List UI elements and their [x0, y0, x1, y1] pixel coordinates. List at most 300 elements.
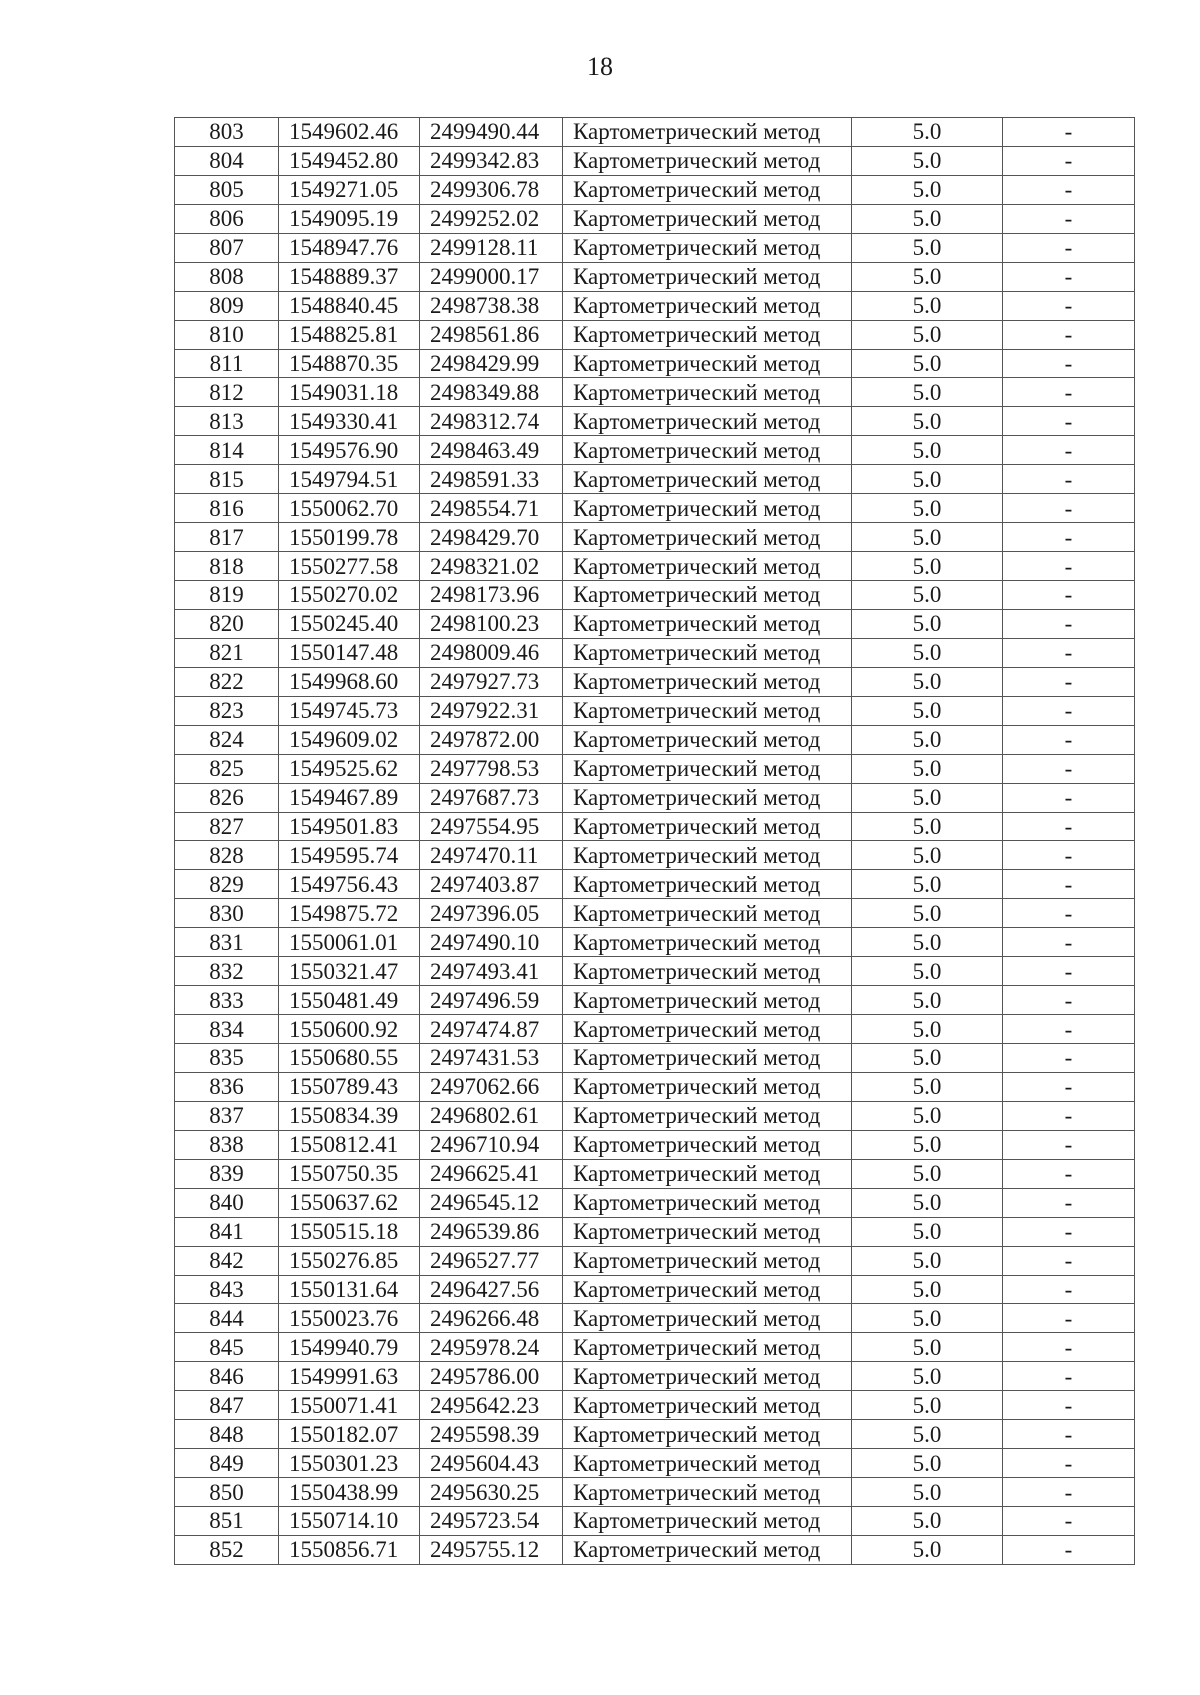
- point-number: 835: [175, 1044, 279, 1073]
- y-coordinate: 2498009.46: [420, 638, 563, 667]
- table-row: [175, 378, 1135, 407]
- note-cell: -: [1003, 783, 1135, 812]
- accuracy-cell: 5.0: [852, 1304, 1003, 1333]
- x-coordinate: 1548825.81: [279, 320, 420, 349]
- y-coordinate: 2499342.83: [420, 146, 563, 175]
- method-cell: Картометрический метод: [563, 928, 852, 957]
- table-row: [175, 638, 1135, 667]
- note-cell: -: [1003, 870, 1135, 899]
- table-row: [175, 754, 1135, 783]
- accuracy-cell: 5.0: [852, 957, 1003, 986]
- point-number: 803: [175, 118, 279, 147]
- y-coordinate: 2498312.74: [420, 407, 563, 436]
- note-cell: -: [1003, 1015, 1135, 1044]
- x-coordinate: 1549095.19: [279, 204, 420, 233]
- table-row: [175, 291, 1135, 320]
- accuracy-cell: 5.0: [852, 1362, 1003, 1391]
- note-cell: -: [1003, 523, 1135, 552]
- accuracy-cell: 5.0: [852, 118, 1003, 147]
- table-row: [175, 465, 1135, 494]
- y-coordinate: 2499252.02: [420, 204, 563, 233]
- note-cell: -: [1003, 696, 1135, 725]
- coordinates-table-body: [175, 118, 1135, 1565]
- table-row: [175, 233, 1135, 262]
- accuracy-cell: 5.0: [852, 812, 1003, 841]
- table-row: [175, 146, 1135, 175]
- note-cell: -: [1003, 1535, 1135, 1564]
- accuracy-cell: 5.0: [852, 204, 1003, 233]
- y-coordinate: 2496802.61: [420, 1101, 563, 1130]
- y-coordinate: 2496710.94: [420, 1130, 563, 1159]
- y-coordinate: 2497470.11: [420, 841, 563, 870]
- method-cell: Картометрический метод: [563, 320, 852, 349]
- x-coordinate: 1550834.39: [279, 1101, 420, 1130]
- y-coordinate: 2498173.96: [420, 581, 563, 610]
- note-cell: -: [1003, 841, 1135, 870]
- accuracy-cell: 5.0: [852, 320, 1003, 349]
- point-number: 809: [175, 291, 279, 320]
- y-coordinate: 2497490.10: [420, 928, 563, 957]
- point-number: 850: [175, 1478, 279, 1507]
- x-coordinate: 1550270.02: [279, 581, 420, 610]
- table-row: [175, 552, 1135, 581]
- accuracy-cell: 5.0: [852, 465, 1003, 494]
- point-number: 820: [175, 609, 279, 638]
- table-row: [175, 262, 1135, 291]
- accuracy-cell: 5.0: [852, 1507, 1003, 1536]
- table-row: [175, 1044, 1135, 1073]
- y-coordinate: 2495723.54: [420, 1507, 563, 1536]
- accuracy-cell: 5.0: [852, 494, 1003, 523]
- x-coordinate: 1549940.79: [279, 1333, 420, 1362]
- accuracy-cell: 5.0: [852, 262, 1003, 291]
- table-row: [175, 320, 1135, 349]
- table-row: [175, 1507, 1135, 1536]
- method-cell: Картометрический метод: [563, 638, 852, 667]
- method-cell: Картометрический метод: [563, 1362, 852, 1391]
- y-coordinate: 2497687.73: [420, 783, 563, 812]
- method-cell: Картометрический метод: [563, 986, 852, 1015]
- note-cell: -: [1003, 1101, 1135, 1130]
- point-number: 816: [175, 494, 279, 523]
- method-cell: Картометрический метод: [563, 118, 852, 147]
- accuracy-cell: 5.0: [852, 407, 1003, 436]
- method-cell: Картометрический метод: [563, 175, 852, 204]
- x-coordinate: 1550438.99: [279, 1478, 420, 1507]
- y-coordinate: 2497431.53: [420, 1044, 563, 1073]
- y-coordinate: 2497872.00: [420, 725, 563, 754]
- accuracy-cell: 5.0: [852, 754, 1003, 783]
- note-cell: -: [1003, 638, 1135, 667]
- x-coordinate: 1550199.78: [279, 523, 420, 552]
- table-row: [175, 783, 1135, 812]
- y-coordinate: 2495604.43: [420, 1449, 563, 1478]
- x-coordinate: 1548840.45: [279, 291, 420, 320]
- page-number: 18: [587, 52, 613, 81]
- method-cell: Картометрический метод: [563, 1015, 852, 1044]
- y-coordinate: 2498591.33: [420, 465, 563, 494]
- method-cell: Картометрический метод: [563, 899, 852, 928]
- x-coordinate: 1550750.35: [279, 1159, 420, 1188]
- method-cell: Картометрический метод: [563, 696, 852, 725]
- y-coordinate: 2497396.05: [420, 899, 563, 928]
- accuracy-cell: 5.0: [852, 1044, 1003, 1073]
- x-coordinate: 1550812.41: [279, 1130, 420, 1159]
- accuracy-cell: 5.0: [852, 1420, 1003, 1449]
- point-number: 846: [175, 1362, 279, 1391]
- table-row: [175, 1362, 1135, 1391]
- method-cell: Картометрический метод: [563, 465, 852, 494]
- x-coordinate: 1549330.41: [279, 407, 420, 436]
- x-coordinate: 1550061.01: [279, 928, 420, 957]
- accuracy-cell: 5.0: [852, 667, 1003, 696]
- note-cell: -: [1003, 1333, 1135, 1362]
- note-cell: -: [1003, 1246, 1135, 1275]
- point-number: 845: [175, 1333, 279, 1362]
- point-number: 817: [175, 523, 279, 552]
- note-cell: -: [1003, 986, 1135, 1015]
- point-number: 833: [175, 986, 279, 1015]
- table-row: [175, 1304, 1135, 1333]
- note-cell: -: [1003, 1304, 1135, 1333]
- x-coordinate: 1550789.43: [279, 1072, 420, 1101]
- y-coordinate: 2499490.44: [420, 118, 563, 147]
- point-number: 810: [175, 320, 279, 349]
- accuracy-cell: 5.0: [852, 986, 1003, 1015]
- x-coordinate: 1550680.55: [279, 1044, 420, 1073]
- y-coordinate: 2497403.87: [420, 870, 563, 899]
- method-cell: Картометрический метод: [563, 407, 852, 436]
- table-row: [175, 812, 1135, 841]
- note-cell: -: [1003, 725, 1135, 754]
- accuracy-cell: 5.0: [852, 1275, 1003, 1304]
- accuracy-cell: 5.0: [852, 841, 1003, 870]
- accuracy-cell: 5.0: [852, 349, 1003, 378]
- table-row: [175, 1391, 1135, 1420]
- note-cell: -: [1003, 1391, 1135, 1420]
- x-coordinate: 1548889.37: [279, 262, 420, 291]
- x-coordinate: 1550023.76: [279, 1304, 420, 1333]
- accuracy-cell: 5.0: [852, 436, 1003, 465]
- x-coordinate: 1549794.51: [279, 465, 420, 494]
- y-coordinate: 2497798.53: [420, 754, 563, 783]
- point-number: 824: [175, 725, 279, 754]
- point-number: 851: [175, 1507, 279, 1536]
- note-cell: -: [1003, 957, 1135, 986]
- point-number: 804: [175, 146, 279, 175]
- method-cell: Картометрический метод: [563, 754, 852, 783]
- method-cell: Картометрический метод: [563, 870, 852, 899]
- y-coordinate: 2497496.59: [420, 986, 563, 1015]
- method-cell: Картометрический метод: [563, 1130, 852, 1159]
- point-number: 825: [175, 754, 279, 783]
- note-cell: -: [1003, 1449, 1135, 1478]
- note-cell: -: [1003, 262, 1135, 291]
- x-coordinate: 1549602.46: [279, 118, 420, 147]
- table-row: [175, 204, 1135, 233]
- note-cell: -: [1003, 1072, 1135, 1101]
- y-coordinate: 2496545.12: [420, 1188, 563, 1217]
- table-row: [175, 841, 1135, 870]
- table-row: [175, 407, 1135, 436]
- method-cell: Картометрический метод: [563, 812, 852, 841]
- x-coordinate: 1549031.18: [279, 378, 420, 407]
- note-cell: -: [1003, 436, 1135, 465]
- table-row: [175, 1535, 1135, 1564]
- y-coordinate: 2495642.23: [420, 1391, 563, 1420]
- x-coordinate: 1549991.63: [279, 1362, 420, 1391]
- point-number: 808: [175, 262, 279, 291]
- x-coordinate: 1548947.76: [279, 233, 420, 262]
- method-cell: Картометрический метод: [563, 609, 852, 638]
- note-cell: -: [1003, 1130, 1135, 1159]
- x-coordinate: 1549576.90: [279, 436, 420, 465]
- note-cell: -: [1003, 581, 1135, 610]
- x-coordinate: 1550321.47: [279, 957, 420, 986]
- y-coordinate: 2496427.56: [420, 1275, 563, 1304]
- point-number: 848: [175, 1420, 279, 1449]
- y-coordinate: 2497493.41: [420, 957, 563, 986]
- method-cell: Картометрический метод: [563, 1391, 852, 1420]
- table-row: [175, 349, 1135, 378]
- accuracy-cell: 5.0: [852, 291, 1003, 320]
- method-cell: Картометрический метод: [563, 1478, 852, 1507]
- table-row: [175, 1275, 1135, 1304]
- accuracy-cell: 5.0: [852, 870, 1003, 899]
- method-cell: Картометрический метод: [563, 667, 852, 696]
- note-cell: -: [1003, 465, 1135, 494]
- x-coordinate: 1550071.41: [279, 1391, 420, 1420]
- method-cell: Картометрический метод: [563, 1535, 852, 1564]
- point-number: 847: [175, 1391, 279, 1420]
- method-cell: Картометрический метод: [563, 1333, 852, 1362]
- x-coordinate: 1549756.43: [279, 870, 420, 899]
- x-coordinate: 1550515.18: [279, 1217, 420, 1246]
- method-cell: Картометрический метод: [563, 233, 852, 262]
- accuracy-cell: 5.0: [852, 146, 1003, 175]
- y-coordinate: 2496539.86: [420, 1217, 563, 1246]
- y-coordinate: 2498561.86: [420, 320, 563, 349]
- note-cell: -: [1003, 812, 1135, 841]
- note-cell: -: [1003, 1420, 1135, 1449]
- y-coordinate: 2499306.78: [420, 175, 563, 204]
- point-number: 830: [175, 899, 279, 928]
- note-cell: -: [1003, 118, 1135, 147]
- note-cell: -: [1003, 233, 1135, 262]
- table-row: [175, 1130, 1135, 1159]
- x-coordinate: 1549271.05: [279, 175, 420, 204]
- table-row: [175, 1159, 1135, 1188]
- method-cell: Картометрический метод: [563, 378, 852, 407]
- table-row: [175, 118, 1135, 147]
- note-cell: -: [1003, 378, 1135, 407]
- table-row: [175, 581, 1135, 610]
- x-coordinate: 1550856.71: [279, 1535, 420, 1564]
- y-coordinate: 2498463.49: [420, 436, 563, 465]
- point-number: 813: [175, 407, 279, 436]
- y-coordinate: 2498738.38: [420, 291, 563, 320]
- point-number: 807: [175, 233, 279, 262]
- method-cell: Картометрический метод: [563, 725, 852, 754]
- y-coordinate: 2498554.71: [420, 494, 563, 523]
- table-row: [175, 1449, 1135, 1478]
- point-number: 815: [175, 465, 279, 494]
- table-row: [175, 436, 1135, 465]
- y-coordinate: 2497062.66: [420, 1072, 563, 1101]
- point-number: 818: [175, 552, 279, 581]
- point-number: 819: [175, 581, 279, 610]
- accuracy-cell: 5.0: [852, 638, 1003, 667]
- point-number: 826: [175, 783, 279, 812]
- accuracy-cell: 5.0: [852, 1333, 1003, 1362]
- x-coordinate: 1550182.07: [279, 1420, 420, 1449]
- accuracy-cell: 5.0: [852, 1535, 1003, 1564]
- point-number: 838: [175, 1130, 279, 1159]
- y-coordinate: 2495978.24: [420, 1333, 563, 1362]
- x-coordinate: 1549467.89: [279, 783, 420, 812]
- method-cell: Картометрический метод: [563, 1217, 852, 1246]
- point-number: 827: [175, 812, 279, 841]
- accuracy-cell: 5.0: [852, 1188, 1003, 1217]
- accuracy-cell: 5.0: [852, 1072, 1003, 1101]
- accuracy-cell: 5.0: [852, 1101, 1003, 1130]
- x-coordinate: 1549875.72: [279, 899, 420, 928]
- method-cell: Картометрический метод: [563, 783, 852, 812]
- x-coordinate: 1549525.62: [279, 754, 420, 783]
- accuracy-cell: 5.0: [852, 783, 1003, 812]
- x-coordinate: 1550062.70: [279, 494, 420, 523]
- y-coordinate: 2498349.88: [420, 378, 563, 407]
- note-cell: -: [1003, 1044, 1135, 1073]
- note-cell: -: [1003, 1507, 1135, 1536]
- note-cell: -: [1003, 146, 1135, 175]
- y-coordinate: 2496527.77: [420, 1246, 563, 1275]
- y-coordinate: 2495755.12: [420, 1535, 563, 1564]
- table-row: [175, 1217, 1135, 1246]
- accuracy-cell: 5.0: [852, 928, 1003, 957]
- note-cell: -: [1003, 494, 1135, 523]
- x-coordinate: 1548870.35: [279, 349, 420, 378]
- accuracy-cell: 5.0: [852, 725, 1003, 754]
- table-row: [175, 1246, 1135, 1275]
- x-coordinate: 1549501.83: [279, 812, 420, 841]
- table-row: [175, 725, 1135, 754]
- y-coordinate: 2498429.99: [420, 349, 563, 378]
- y-coordinate: 2498100.23: [420, 609, 563, 638]
- table-row: [175, 1188, 1135, 1217]
- x-coordinate: 1549595.74: [279, 841, 420, 870]
- x-coordinate: 1549968.60: [279, 667, 420, 696]
- table-row: [175, 609, 1135, 638]
- x-coordinate: 1550147.48: [279, 638, 420, 667]
- y-coordinate: 2497927.73: [420, 667, 563, 696]
- note-cell: -: [1003, 552, 1135, 581]
- table-row: [175, 1333, 1135, 1362]
- point-number: 831: [175, 928, 279, 957]
- table-row: [175, 1101, 1135, 1130]
- point-number: 805: [175, 175, 279, 204]
- y-coordinate: 2495598.39: [420, 1420, 563, 1449]
- table-row: [175, 1420, 1135, 1449]
- method-cell: Картометрический метод: [563, 841, 852, 870]
- method-cell: Картометрический метод: [563, 1246, 852, 1275]
- table-row: [175, 986, 1135, 1015]
- note-cell: -: [1003, 609, 1135, 638]
- accuracy-cell: 5.0: [852, 899, 1003, 928]
- accuracy-cell: 5.0: [852, 1217, 1003, 1246]
- y-coordinate: 2496266.48: [420, 1304, 563, 1333]
- method-cell: Картометрический метод: [563, 291, 852, 320]
- x-coordinate: 1550301.23: [279, 1449, 420, 1478]
- note-cell: -: [1003, 1275, 1135, 1304]
- method-cell: Картометрический метод: [563, 146, 852, 175]
- method-cell: Картометрический метод: [563, 1072, 852, 1101]
- point-number: 849: [175, 1449, 279, 1478]
- point-number: 837: [175, 1101, 279, 1130]
- method-cell: Картометрический метод: [563, 1188, 852, 1217]
- y-coordinate: 2499128.11: [420, 233, 563, 262]
- method-cell: Картометрический метод: [563, 1420, 852, 1449]
- y-coordinate: 2498429.70: [420, 523, 563, 552]
- method-cell: Картометрический метод: [563, 1159, 852, 1188]
- point-number: 836: [175, 1072, 279, 1101]
- accuracy-cell: 5.0: [852, 1130, 1003, 1159]
- method-cell: Картометрический метод: [563, 1101, 852, 1130]
- note-cell: -: [1003, 928, 1135, 957]
- table-row: [175, 696, 1135, 725]
- accuracy-cell: 5.0: [852, 1246, 1003, 1275]
- x-coordinate: 1550481.49: [279, 986, 420, 1015]
- x-coordinate: 1550600.92: [279, 1015, 420, 1044]
- y-coordinate: 2498321.02: [420, 552, 563, 581]
- y-coordinate: 2497922.31: [420, 696, 563, 725]
- table-row: [175, 523, 1135, 552]
- y-coordinate: 2497554.95: [420, 812, 563, 841]
- method-cell: Картометрический метод: [563, 581, 852, 610]
- accuracy-cell: 5.0: [852, 1449, 1003, 1478]
- point-number: 841: [175, 1217, 279, 1246]
- x-coordinate: 1550277.58: [279, 552, 420, 581]
- accuracy-cell: 5.0: [852, 1159, 1003, 1188]
- method-cell: Картометрический метод: [563, 436, 852, 465]
- accuracy-cell: 5.0: [852, 581, 1003, 610]
- note-cell: -: [1003, 754, 1135, 783]
- point-number: 843: [175, 1275, 279, 1304]
- point-number: 812: [175, 378, 279, 407]
- x-coordinate: 1550131.64: [279, 1275, 420, 1304]
- x-coordinate: 1550245.40: [279, 609, 420, 638]
- method-cell: Картометрический метод: [563, 1507, 852, 1536]
- point-number: 852: [175, 1535, 279, 1564]
- y-coordinate: 2495630.25: [420, 1478, 563, 1507]
- method-cell: Картометрический метод: [563, 1449, 852, 1478]
- method-cell: Картометрический метод: [563, 204, 852, 233]
- accuracy-cell: 5.0: [852, 523, 1003, 552]
- table-row: [175, 870, 1135, 899]
- method-cell: Картометрический метод: [563, 262, 852, 291]
- note-cell: -: [1003, 175, 1135, 204]
- point-number: 832: [175, 957, 279, 986]
- x-coordinate: 1549609.02: [279, 725, 420, 754]
- point-number: 814: [175, 436, 279, 465]
- point-number: 834: [175, 1015, 279, 1044]
- accuracy-cell: 5.0: [852, 696, 1003, 725]
- method-cell: Картометрический метод: [563, 552, 852, 581]
- note-cell: -: [1003, 1478, 1135, 1507]
- x-coordinate: 1550714.10: [279, 1507, 420, 1536]
- x-coordinate: 1550276.85: [279, 1246, 420, 1275]
- point-number: 828: [175, 841, 279, 870]
